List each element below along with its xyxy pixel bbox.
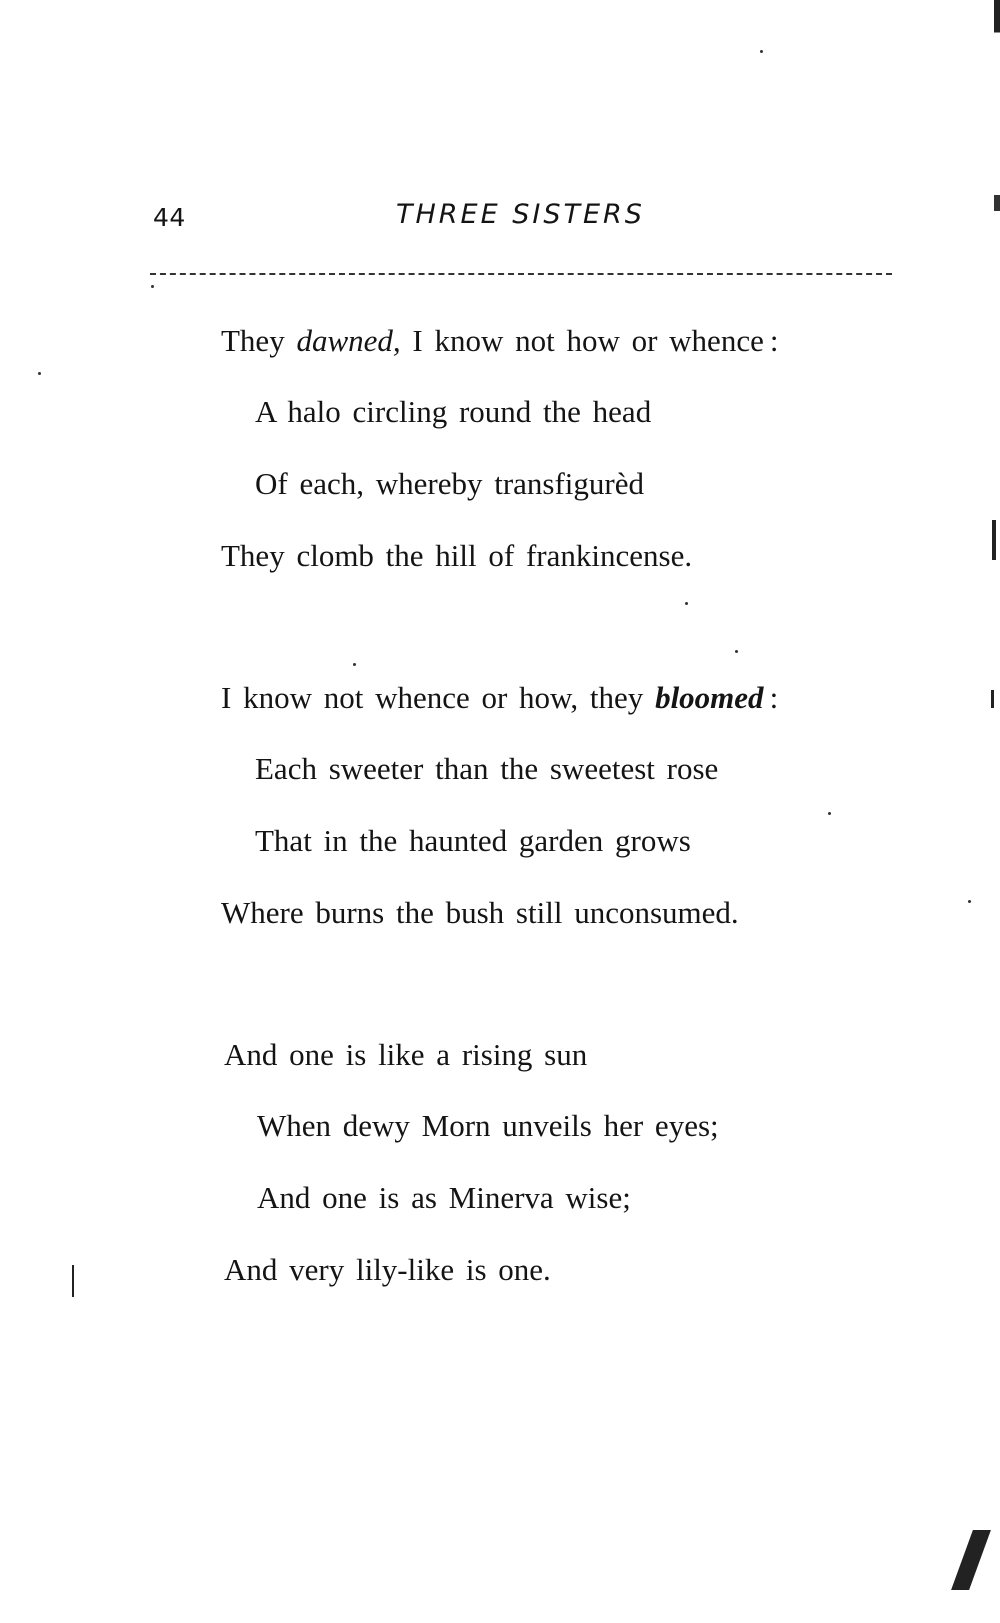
edge-mark: [951, 1530, 991, 1590]
stanza-2-line-1: I know not whence or how, they bloomed :: [221, 680, 779, 715]
speck: [968, 900, 971, 903]
stanza-1-line-1: They dawned, I know not how or whence :: [221, 323, 779, 358]
speck: [38, 372, 41, 375]
speck: [151, 285, 154, 288]
speck: [828, 812, 831, 815]
edge-mark: [991, 690, 994, 708]
speck: [353, 663, 356, 666]
stanza-3-line-1: And one is like a rising sun: [224, 1037, 588, 1072]
stanza-2-line-3: That in the haunted garden grows: [255, 823, 691, 858]
stanza-3-line-3: And one is as Minerva wise;: [257, 1180, 631, 1215]
edge-mark: [72, 1265, 74, 1297]
speck: [735, 650, 738, 653]
stanza-1-line-2: A halo circling round the head: [255, 394, 652, 429]
emphasis-bloomed: bloomed: [655, 680, 764, 715]
running-title: THREE SISTERS: [396, 199, 645, 230]
page-number: 44: [153, 203, 186, 232]
speck: [685, 602, 688, 605]
speck: [760, 50, 763, 53]
stanza-3-line-4: And very lily-like is one.: [224, 1252, 551, 1287]
stanza-1-line-3: Of each, whereby transfigurèd: [255, 466, 644, 501]
stanza-1-line-4: They clomb the hill of frankincense.: [221, 538, 693, 573]
header-rule: [150, 273, 892, 275]
page-edge-shadow: [994, 0, 1000, 1623]
emphasis-dawned: dawned,: [296, 323, 401, 358]
stanza-2-line-4: Where burns the bush still unconsumed.: [221, 895, 739, 930]
edge-mark: [992, 520, 996, 560]
stanza-2-line-2: Each sweeter than the sweetest rose: [255, 751, 719, 786]
stanza-3-line-2: When dewy Morn unveils her eyes;: [257, 1108, 719, 1143]
